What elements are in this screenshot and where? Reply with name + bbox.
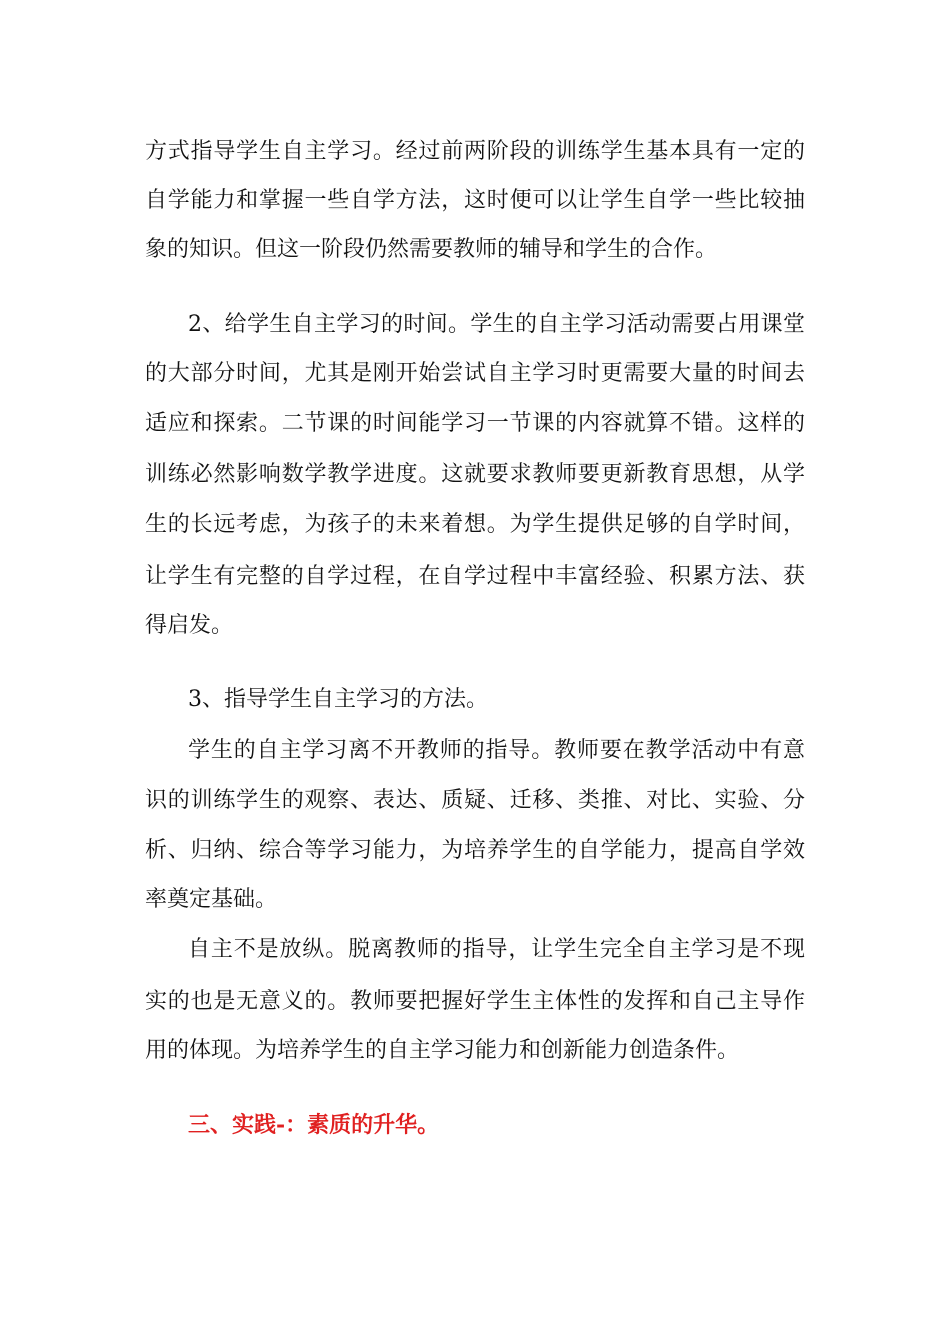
text-line: 析、归纳、综合等学习能力，为培养学生的自学能力，提高自学效 xyxy=(145,838,805,863)
text-line: 的大部分时间，尤其是刚开始尝试自主学习时更需要大量的时间去 xyxy=(145,361,805,386)
text-line: 自主不是放纵。脱离教师的指导，让学生完全自主学习是不现 xyxy=(188,937,805,962)
text-line: 得启发。 xyxy=(145,613,234,638)
text-line: 方式指导学生自主学习。经过前两阶段的训练学生基本具有一定的 xyxy=(145,139,805,164)
text-line: 用的体现。为培养学生的自主学习能力和创新能力创造条件。 xyxy=(145,1038,740,1063)
text-line: 实的也是无意义的。教师要把握好学生主体性的发挥和自己主导作 xyxy=(145,989,805,1014)
section-heading: 三、实践-：素质的升华。 xyxy=(188,1112,440,1138)
text-line: 生的长远考虑，为孩子的未来着想。为学生提供足够的自学时间， xyxy=(145,512,805,537)
text-line: 象的知识。但这一阶段仍然需要教师的辅导和学生的合作。 xyxy=(145,237,718,262)
text-line: 率奠定基础。 xyxy=(145,887,278,912)
text-line: 识的训练学生的观察、表达、质疑、迁移、类推、对比、实验、分 xyxy=(145,788,805,813)
text-line: 学生的自主学习离不开教师的指导。教师要在教学活动中有意 xyxy=(188,738,805,763)
text-line: 3、指导学生自主学习的方法。 xyxy=(188,687,488,712)
text-line: 适应和探索。二节课的时间能学习一节课的内容就算不错。这样的 xyxy=(145,411,805,436)
text-line: 2、给学生自主学习的时间。学生的自主学习活动需要占用课堂 xyxy=(188,312,805,337)
text-line: 让学生有完整的自学过程，在自学过程中丰富经验、积累方法、获 xyxy=(145,564,805,589)
text-line: 训练必然影响数学教学进度。这就要求教师要更新教育思想，从学 xyxy=(145,462,805,487)
text-line: 自学能力和掌握一些自学方法，这时便可以让学生自学一些比较抽 xyxy=(145,188,805,213)
